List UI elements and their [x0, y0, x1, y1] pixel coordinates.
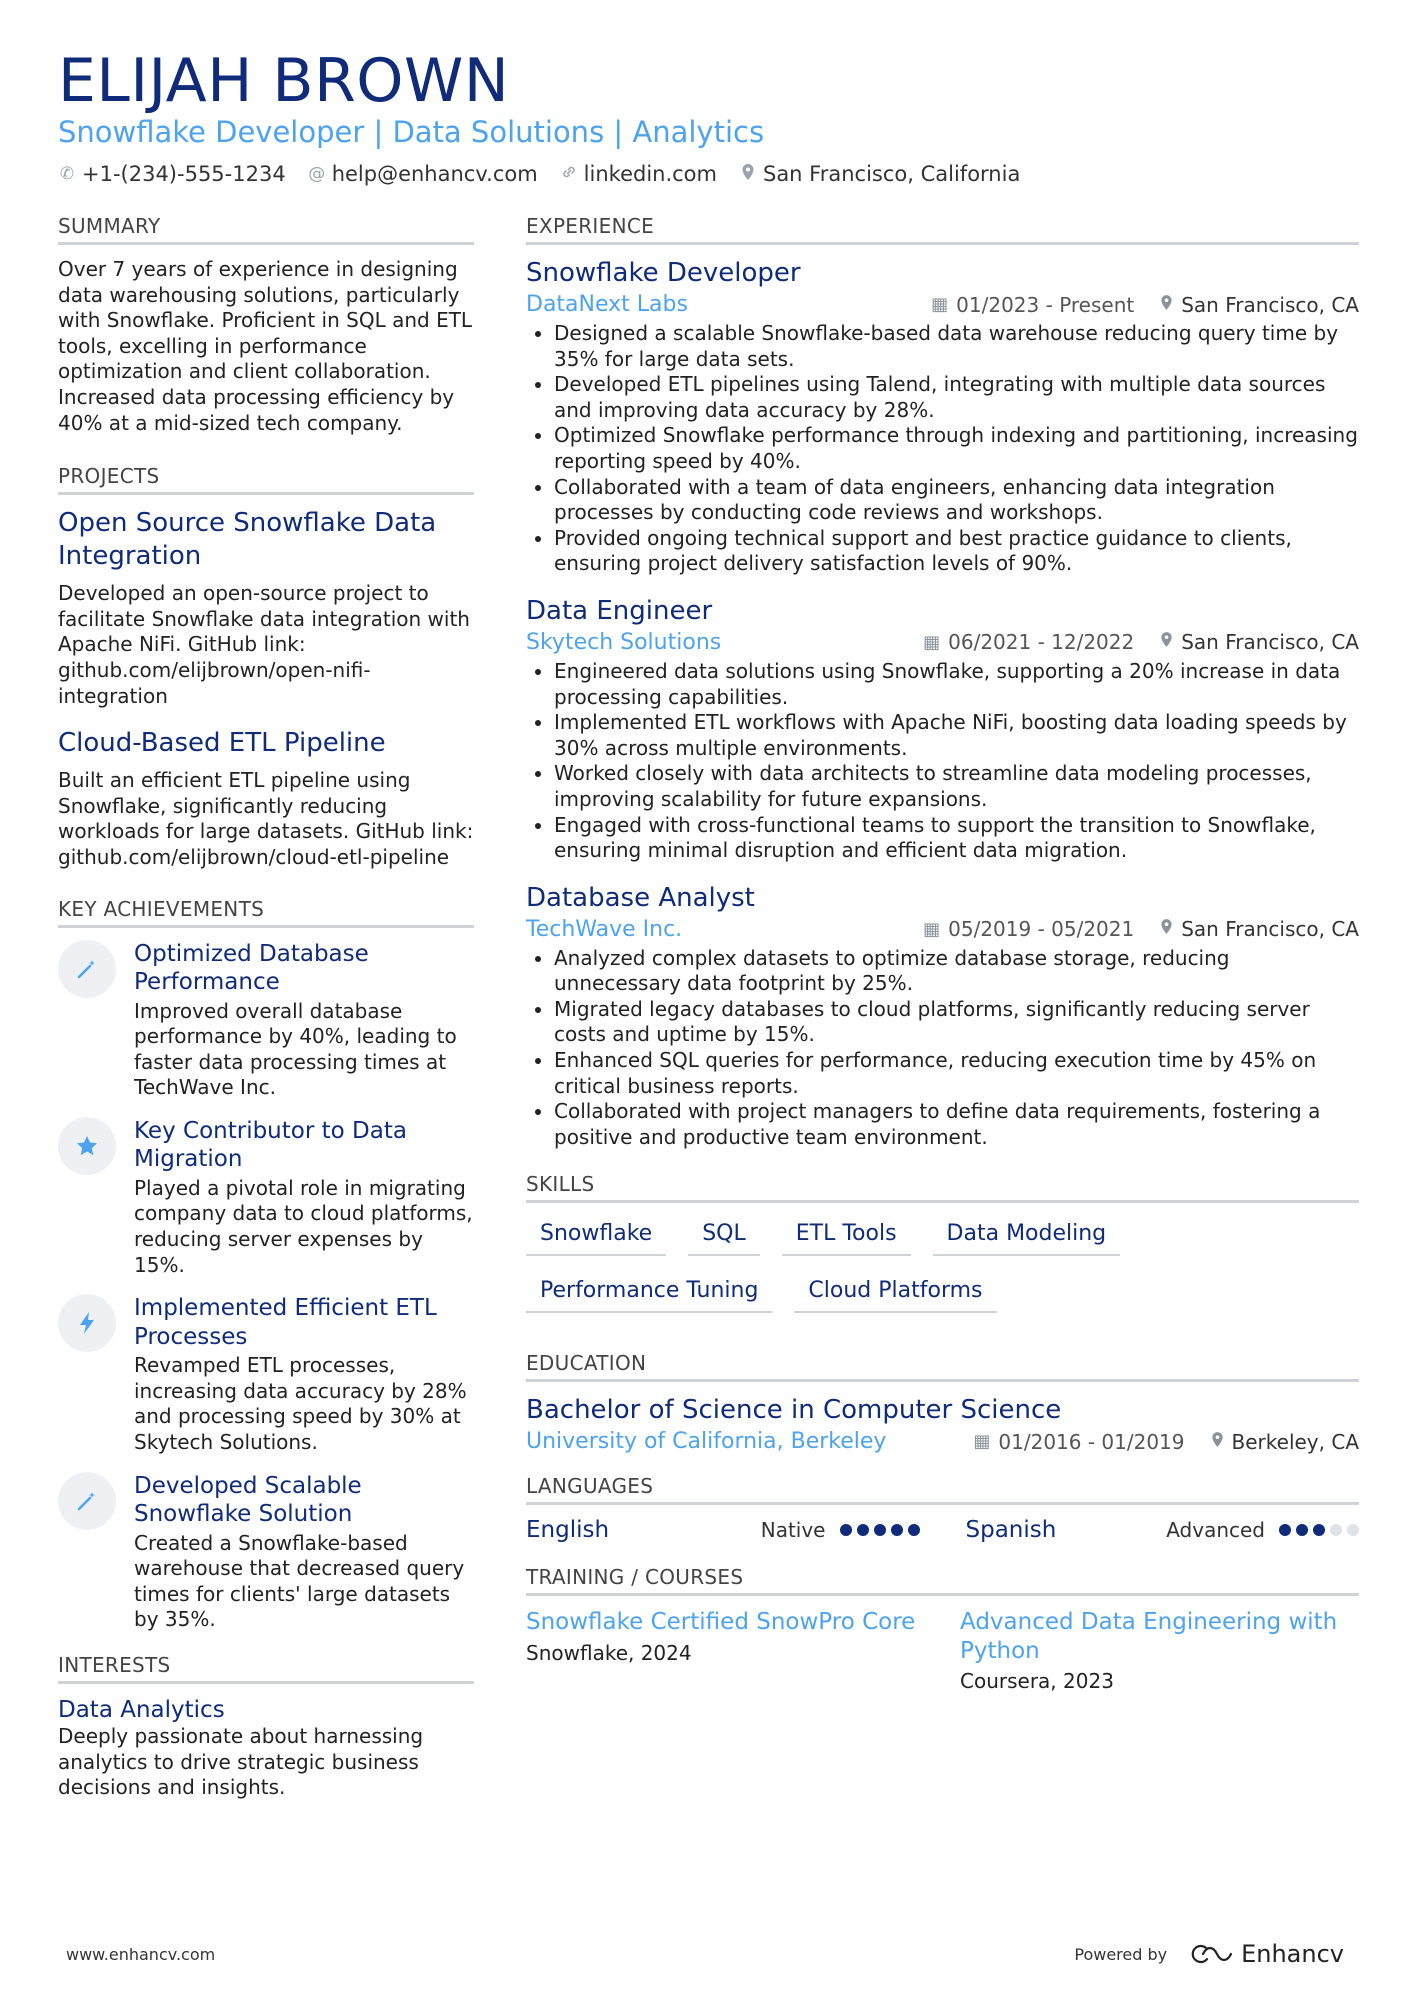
contact-location [739, 162, 1020, 186]
job-entry [526, 595, 1359, 864]
contact-linkedin[interactable] [560, 162, 717, 186]
job-bullet: • Engaged with cross-functional teams to support the transition to Snowflake, ensuring minimal disruption and efficient data migration. [554, 813, 1359, 864]
achievement-item [58, 940, 474, 1101]
skill-tag: Snowflake [526, 1215, 666, 1256]
calendar-icon: ▦ [973, 1431, 991, 1453]
experience-heading: EXPERIENCE [526, 214, 1359, 245]
company-name: TechWave Inc. [526, 916, 683, 942]
interest-title: Data Analytics [58, 1697, 225, 1723]
job-bullet: • Analyzed complex datasets to optimize database storage, reducing unnecessary data footprint by 25%. [554, 946, 1359, 997]
achievement-desc: Revamped ETL processes, increasing data accuracy by 28% and processing speed by 30% at Skytech Solutions. [134, 1353, 467, 1455]
lightning-icon [58, 1294, 116, 1352]
education-section [526, 1351, 1359, 1454]
location-pin-icon [1211, 1431, 1224, 1453]
language-item [966, 1517, 1360, 1543]
job-bullet: • Implemented ETL workflows with Apache NiFi, boosting data loading speeds by 30% across multiple environments. [554, 710, 1359, 761]
candidate-title: Snowflake Developer | Data Solutions | Analytics [58, 115, 765, 149]
achievements-heading: KEY ACHIEVEMENTS [58, 897, 474, 928]
school-name: University of California, Berkeley [526, 1429, 887, 1455]
course-item [526, 1608, 920, 1693]
right-column [526, 214, 1359, 1693]
company-name: Skytech Solutions [526, 629, 722, 655]
job-meta [526, 292, 1359, 317]
job-bullet: • Optimized Snowflake performance through indexing and partitioning, increasing reporting speed by 40%. [554, 423, 1359, 474]
rating-dot-filled [1279, 1524, 1291, 1536]
job-title: Data Engineer [526, 595, 713, 626]
project-item [58, 507, 474, 709]
job-dates [923, 917, 1134, 941]
calendar-icon: ▦ [931, 294, 949, 315]
education-dates-text: 01/2016 - 01/2019 [998, 1429, 1185, 1454]
course-title: Snowflake Certified SnowPro Core [526, 1609, 916, 1636]
rating-dot-filled [840, 1524, 852, 1536]
email-text[interactable]: help@enhancv.com [331, 162, 538, 186]
left-column [58, 214, 474, 1801]
projects-heading: PROJECTS [58, 464, 474, 495]
courses-list [526, 1608, 1359, 1693]
job-meta [526, 917, 1359, 942]
interests-section [58, 1653, 474, 1801]
calendar-icon: ▦ [923, 918, 941, 940]
job-bullet: • Worked closely with data architects to streamline data modeling processes, improving scalability for future expansions. [554, 761, 1359, 812]
job-bullet: • Migrated legacy databases to cloud platforms, significantly reducing server costs and uptime by 15%. [554, 997, 1359, 1048]
at-icon: @ [308, 164, 326, 184]
language-rating [1279, 1524, 1359, 1536]
course-provider: Snowflake, 2024 [526, 1640, 692, 1665]
job-title: Database Analyst [526, 882, 755, 913]
job-bullet: • Developed ETL pipelines using Talend, integrating with multiple data sources and improving data accuracy by 28%. [554, 372, 1359, 423]
achievements-section [58, 897, 474, 1634]
experience-section [526, 214, 1359, 1150]
language-name: English [526, 1517, 610, 1544]
skill-tag: SQL [688, 1215, 760, 1256]
enhancv-logo[interactable] [1189, 1940, 1344, 1968]
job-location-text: San Francisco, CA [1181, 917, 1359, 942]
location-text: San Francisco, California [762, 162, 1021, 186]
calendar-icon: ▦ [923, 631, 941, 653]
languages-section [526, 1474, 1359, 1543]
summary-heading: SUMMARY [58, 214, 474, 245]
rating-dot-filled [857, 1524, 869, 1536]
skill-tag: Performance Tuning [526, 1272, 772, 1313]
job-title: Snowflake Developer [526, 258, 801, 288]
star-icon [58, 1117, 116, 1175]
job-bullets [526, 321, 1359, 577]
company-name: DataNext Labs [526, 292, 688, 317]
skills-list [526, 1215, 1359, 1313]
job-bullet: • Designed a scalable Snowflake-based data warehouse reducing query time by 35% for large data sets. [554, 321, 1359, 372]
education-heading: EDUCATION [526, 1351, 1359, 1382]
location-pin-icon [1160, 918, 1173, 940]
job-location [1160, 293, 1359, 317]
education-location-text: Berkeley, CA [1231, 1429, 1359, 1454]
contact-phone [58, 162, 286, 186]
achievement-item [58, 1472, 474, 1633]
job-bullet: • Enhanced SQL queries for performance, reducing execution time by 45% on critical business reports. [554, 1048, 1359, 1099]
location-pin-icon [1160, 631, 1173, 653]
job-location [1160, 630, 1359, 654]
linkedin-text[interactable]: linkedin.com [583, 162, 717, 186]
training-heading: TRAINING / COURSES [526, 1565, 1359, 1596]
job-bullet: • Collaborated with project managers to define data requirements, fostering a positive and productive team environment. [554, 1099, 1359, 1150]
course-title: Advanced Data Engineering with Python [960, 1609, 1338, 1664]
rating-dot-filled [874, 1524, 886, 1536]
language-level: Native [760, 1518, 826, 1543]
achievement-desc: Created a Snowflake-based warehouse that decreased query times for clients' large datasets by 35%. [134, 1530, 465, 1632]
powered-by-text: Powered by [1074, 1944, 1168, 1964]
achievement-desc: Improved overall database performance by 40%, leading to faster data processing times at TechWave Inc. [134, 998, 457, 1100]
project-desc: Built an efficient ETL pipeline using Snowflake, significantly reducing workloads for large datasets. GitHub link: github.com/elijbrown/cloud-etl-pipeline [58, 768, 474, 869]
job-dates-text: 05/2019 - 05/2021 [948, 917, 1135, 942]
skill-tag: Data Modeling [933, 1215, 1121, 1256]
brand-name: Enhancv [1241, 1940, 1344, 1968]
magic-wand-icon [58, 1472, 116, 1530]
contact-email[interactable] [308, 162, 538, 186]
magic-wand-icon [58, 940, 116, 998]
link-icon [560, 164, 578, 185]
achievement-title: Implemented Efficient ETL Processes [134, 1295, 437, 1350]
phone-text: +1-(234)-555-1234 [82, 162, 286, 186]
language-item [526, 1517, 920, 1543]
education-location [1211, 1430, 1359, 1454]
job-entry [526, 257, 1359, 577]
course-provider: Coursera, 2023 [960, 1669, 1114, 1694]
summary-text: Over 7 years of experience in designing data warehousing solutions, particularly with Snowflake. Proficient in SQL and ETL tools, excelling in performance optimization and client collaboration. Increased data processing efficiency by 40% at a mid-sized tech company. [58, 257, 473, 435]
achievement-title: Key Contributor to Data Migration [134, 1117, 407, 1173]
rating-dot-filled [908, 1524, 920, 1536]
job-dates [923, 630, 1134, 654]
contact-row [58, 162, 1358, 186]
skills-section [526, 1172, 1359, 1313]
job-dates-text: 01/2023 - Present [956, 292, 1135, 317]
location-pin-icon [739, 163, 757, 186]
skill-tag: ETL Tools [782, 1215, 911, 1256]
achievement-item [58, 1117, 474, 1278]
summary-section [58, 214, 474, 436]
languages-heading: LANGUAGES [526, 1474, 1359, 1505]
skills-heading: SKILLS [526, 1172, 1359, 1203]
rating-dot-empty [1347, 1524, 1359, 1536]
achievement-title: Optimized Database Performance [134, 940, 369, 995]
interest-desc: Deeply passionate about harnessing analytics to drive strategic business decisions and insights. [58, 1724, 424, 1800]
job-location-text: San Francisco, CA [1181, 292, 1359, 317]
language-name: Spanish [965, 1517, 1057, 1544]
powered-by [1074, 1940, 1344, 1968]
footer [66, 1940, 1344, 1968]
phone-icon: ✆ [59, 164, 75, 184]
training-section [526, 1565, 1359, 1693]
rating-dot-empty [1330, 1524, 1342, 1536]
job-dates [931, 293, 1134, 317]
job-location-text: San Francisco, CA [1181, 630, 1359, 655]
job-entry [526, 882, 1359, 1151]
job-bullet: • Engineered data solutions using Snowflake, supporting a 20% increase in data processing capabilities. [554, 659, 1359, 710]
achievement-title: Developed Scalable Snowflake Solution [134, 1472, 362, 1528]
course-item [960, 1608, 1354, 1693]
project-item [58, 727, 474, 870]
candidate-name: ELIJAH BROWN [58, 46, 510, 116]
projects-section [58, 464, 474, 870]
languages-list [526, 1517, 1359, 1543]
job-bullets [526, 946, 1359, 1151]
project-title: Open Source Snowflake Data Integration [58, 508, 437, 572]
education-dates [973, 1430, 1184, 1454]
enhancv-logo-icon [1189, 1943, 1233, 1965]
achievement-item [58, 1294, 474, 1455]
job-bullet: • Collaborated with a team of data engineers, enhancing data integration processes by conducting code reviews and workshops. [554, 475, 1359, 526]
interests-heading: INTERESTS [58, 1653, 474, 1684]
job-location [1160, 917, 1359, 941]
language-level: Advanced [1166, 1518, 1265, 1543]
project-desc: Developed an open-source project to facilitate Snowflake data integration with Apache NiFi. GitHub link: github.com/elijbrown/open-nifi-integration [58, 581, 470, 708]
language-rating [840, 1524, 920, 1536]
resume-header [58, 48, 1358, 186]
location-pin-icon [1160, 294, 1173, 316]
job-meta [526, 630, 1359, 655]
education-meta [526, 1429, 1359, 1454]
achievement-desc: Played a pivotal role in migrating company data to cloud platforms, reducing server expenses by 15%. [134, 1175, 473, 1277]
rating-dot-filled [891, 1524, 903, 1536]
skill-tag: Cloud Platforms [794, 1272, 996, 1313]
project-title: Cloud-Based ETL Pipeline [58, 728, 386, 759]
job-dates-text: 06/2021 - 12/2022 [948, 630, 1135, 655]
job-bullet: • Provided ongoing technical support and best practice guidance to clients, ensuring project delivery satisfaction levels of 90%. [554, 526, 1359, 577]
job-bullets [526, 659, 1359, 864]
rating-dot-filled [1296, 1524, 1308, 1536]
degree-title: Bachelor of Science in Computer Science [526, 1395, 1062, 1426]
footer-website[interactable]: www.enhancv.com [66, 1944, 216, 1964]
rating-dot-filled [1313, 1524, 1325, 1536]
